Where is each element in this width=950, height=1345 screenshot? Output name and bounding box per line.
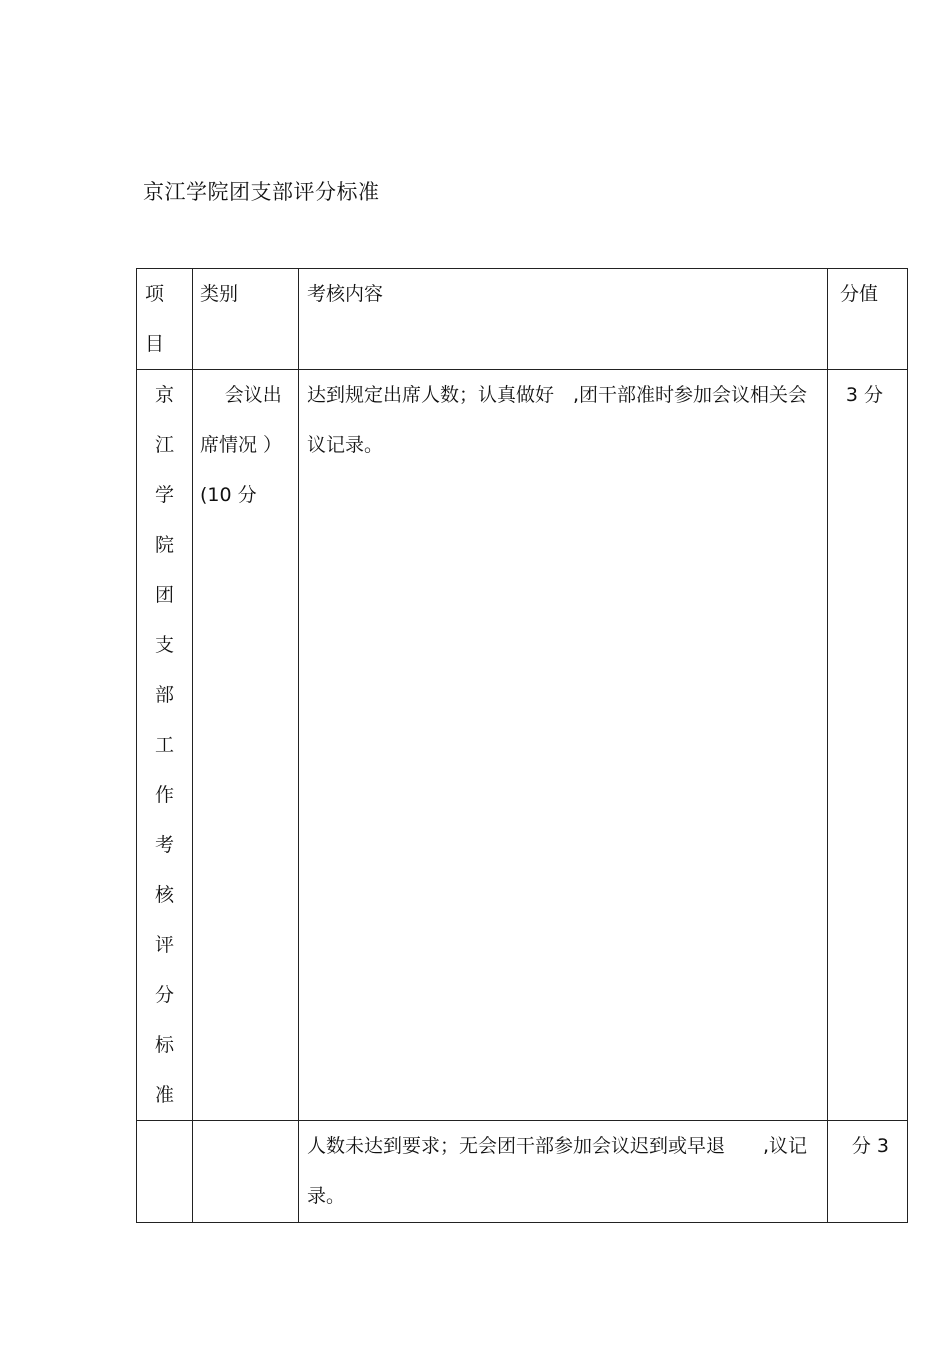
row1-score-cell: [828, 370, 908, 1121]
row2-content: 人数未达到要求；无会团干部参加会议迟到或早退 ,议记录。: [307, 1135, 808, 1207]
row2-score-cell: [828, 1121, 908, 1223]
table-row: [137, 370, 908, 1121]
header-category: 类别: [200, 283, 239, 305]
row1-category: 会议出席情况 ）(10 分: [200, 384, 283, 506]
table-header-row: [137, 269, 908, 370]
header-content: 考核内容: [307, 283, 384, 305]
header-content-cell: [299, 269, 828, 370]
row1-content: 达到规定出席人数；认真做好 ,团干部准时参加会议相关会议记录。: [307, 384, 808, 456]
row2-score: 分 3: [851, 1135, 889, 1157]
page-title: 京江学院团支部评分标准: [143, 180, 380, 204]
row1-category-cell: [193, 370, 299, 1121]
header-score: 分值: [840, 283, 879, 305]
row1-content-cell: [299, 370, 828, 1121]
scoring-table: [136, 268, 908, 1223]
header-score-cell: [828, 269, 908, 370]
row1-score: 3 分: [845, 384, 884, 406]
header-project: 项目: [145, 283, 165, 355]
table-row: [137, 1121, 908, 1223]
header-category-cell: [193, 269, 299, 370]
row2-content-cell: [299, 1121, 828, 1223]
row2-category-cell: [193, 1121, 299, 1223]
row2-project-cell: [137, 1121, 193, 1223]
row1-project: 京江学院团支部工作考核评分标准: [155, 384, 175, 1106]
row1-project-cell: [137, 370, 193, 1121]
header-project-cell: [137, 269, 193, 370]
